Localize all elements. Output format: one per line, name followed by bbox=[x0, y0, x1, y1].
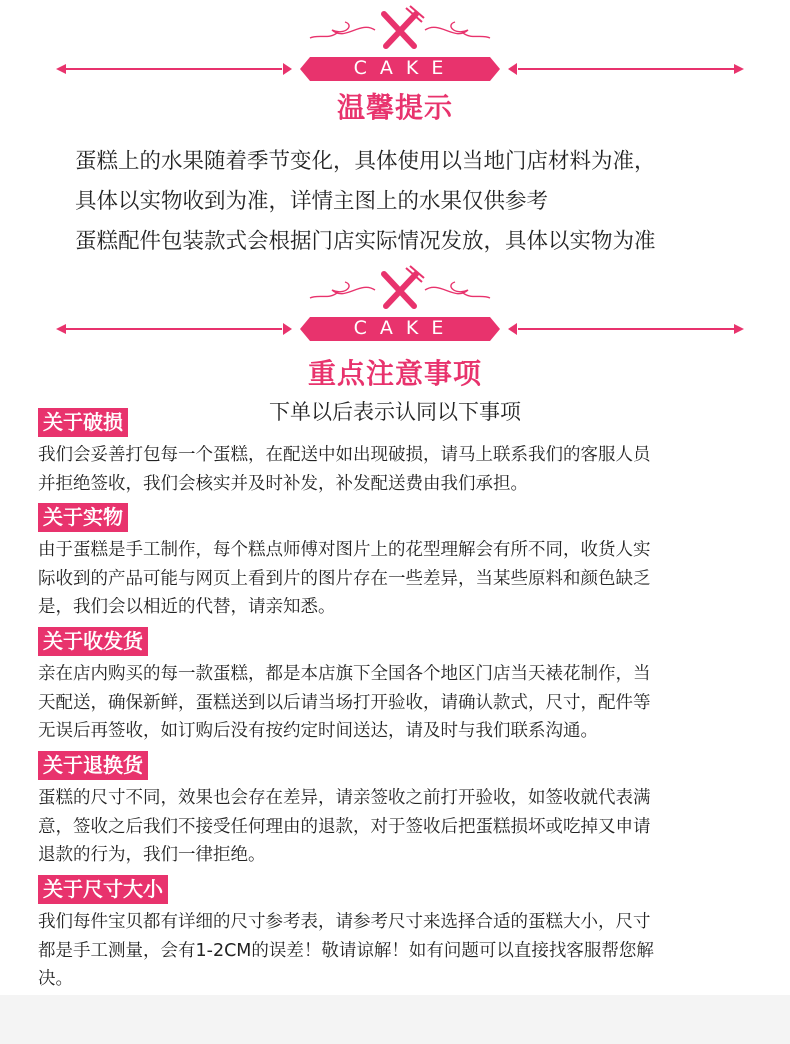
section-title-notice: 重点注意事项 bbox=[307, 357, 482, 390]
section-tag-product: 关于实物 bbox=[38, 503, 128, 532]
section-text-product bbox=[38, 536, 753, 622]
paragraph-line: 由于蛋糕是手工制作，每个糕点师傅对图片上的花型理解会有所不同，收货人实 bbox=[38, 540, 651, 560]
section-text-delivery bbox=[38, 660, 753, 746]
cake-header-1 bbox=[0, 0, 790, 80]
paragraph-line: 际收到的产品可能与网页上看到片的图片存在一些差异，当某些原料和颜色缺乏 bbox=[38, 568, 651, 589]
paragraph-line: 我们每件宝贝都有详细的尺寸参考表，请参考尺寸来选择合适的蛋糕大小，尺寸 bbox=[38, 912, 651, 932]
paragraph-line: 我们会妥善打包每一个蛋糕，在配送中如出现破损，请马上联系我们的客服人员 bbox=[38, 445, 651, 465]
fork-knife-icon bbox=[384, 14, 416, 46]
section-title-tips: 温馨提示 bbox=[336, 91, 453, 124]
section-tag-damage: 关于破损 bbox=[38, 408, 128, 437]
tips-line: 具体以实物收到为准，详情主图上的水果仅供参考 bbox=[75, 189, 549, 214]
notice-subtitle: 下单以后表示认同以下事项 bbox=[269, 400, 521, 424]
paragraph-line: 亲在店内购买的每一款蛋糕，都是本店旗下全国各个地区门店当天裱花制作，当 bbox=[38, 664, 651, 684]
section-tag-delivery: 关于收发货 bbox=[38, 627, 148, 656]
paragraph-line: 蛋糕的尺寸不同，效果也会存在差异，请亲签收之前打开验收，如签收就代表满 bbox=[38, 788, 651, 808]
tips-text bbox=[75, 142, 775, 262]
paragraph-line: 天配送，确保新鲜，蛋糕送到以后请当场打开验收，请确认款式，尺寸，配件等 bbox=[38, 692, 651, 713]
cake-badge-text: CAKE bbox=[353, 317, 457, 339]
section-text-refund bbox=[38, 784, 753, 870]
paragraph-line: 无误后再签收，如订购后没有按约定时间送达，请及时与我们联系沟通。 bbox=[38, 721, 598, 741]
paragraph-line: 决。 bbox=[38, 969, 73, 989]
cake-header-2 bbox=[0, 260, 790, 340]
tips-line: 蛋糕上的水果随着季节变化，具体使用以当地门店材料为准， bbox=[75, 149, 656, 174]
paragraph-line: 意，签收之后我们不接受任何理由的退款，对于签收后把蛋糕损坏或吃掉又申请 bbox=[38, 816, 651, 837]
footer-band bbox=[0, 995, 790, 1044]
section-text-size bbox=[38, 908, 753, 994]
paragraph-line: 是，我们会以相近的代替，请亲知悉。 bbox=[38, 597, 336, 617]
paragraph-line: 并拒绝签收，我们会核实并及时补发，补发配送费由我们承担。 bbox=[38, 473, 528, 494]
section-tag-refund: 关于退换货 bbox=[38, 751, 148, 780]
paragraph-line: 都是手工测量，会有1-2CM的误差！敬请谅解！如有问题可以直接找客服帮您解 bbox=[38, 940, 654, 961]
section-text-damage bbox=[38, 441, 753, 498]
fork-knife-icon bbox=[384, 274, 416, 306]
section-tag-size: 关于尺寸大小 bbox=[38, 875, 168, 904]
tips-line: 蛋糕配件包装款式会根据门店实际情况发放，具体以实物为准 bbox=[75, 229, 656, 254]
cake-badge-text: CAKE bbox=[353, 57, 457, 79]
paragraph-line: 退款的行为，我们一律拒绝。 bbox=[38, 845, 266, 865]
